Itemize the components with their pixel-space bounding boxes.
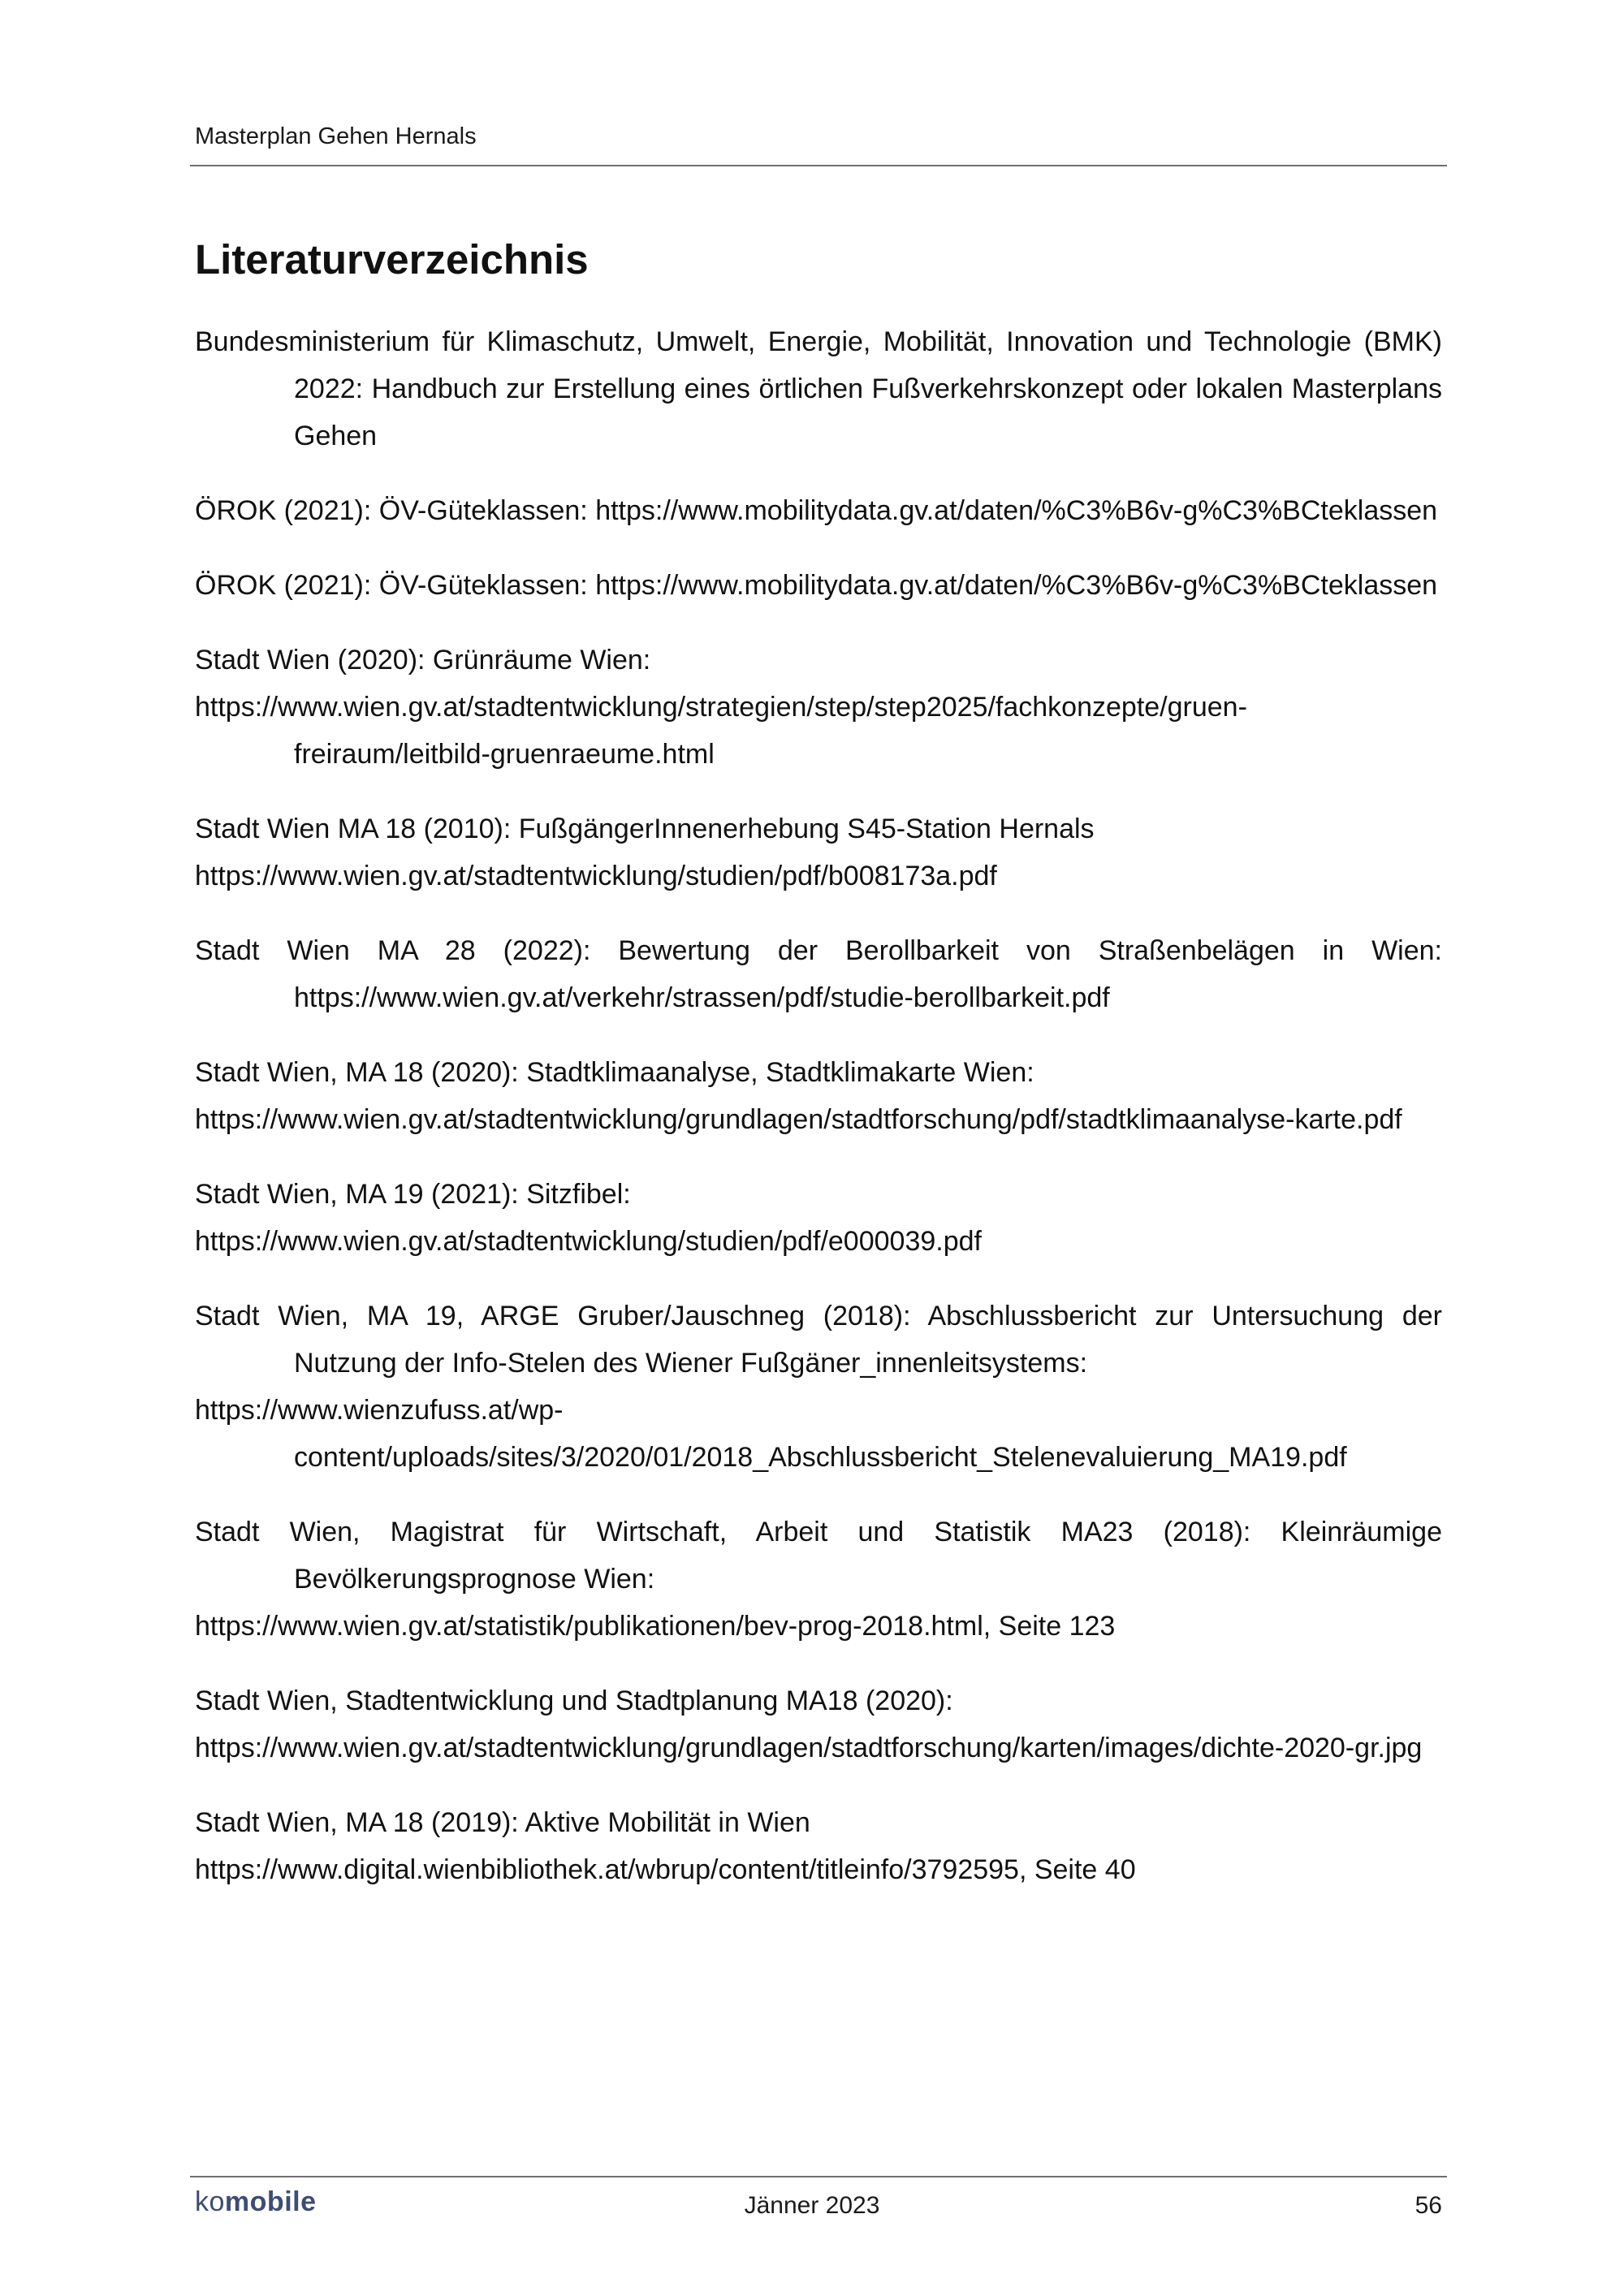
- reference-entry: [195, 487, 1442, 534]
- reference-url: https://www.wien.gv.at/stadtentwicklung/strategien/step/step2025/fachkonzepte/gruen-freiraum/leitbild-gruenraeume.html: [195, 692, 1247, 770]
- reference-entry: [195, 637, 1442, 778]
- reference-entry: [195, 562, 1442, 609]
- reference-entry: [195, 1293, 1442, 1481]
- reference-entry: [195, 805, 1442, 900]
- reference-list: [195, 318, 1442, 1921]
- reference-line: Stadt Wien (2020): Grünräume Wien:: [195, 645, 651, 675]
- reference-url: https://www.wien.gv.at/stadtentwicklung/grundlagen/stadtforschung/karten/images/dichte-2020-gr.jpg: [195, 1733, 1423, 1763]
- logo-suffix: mobile: [224, 2186, 317, 2217]
- reference-line: Bundesministerium für Klimaschutz, Umwelt, Energie, Mobilität, Innovation und Technologie (BMK) 2022: Handbuch zur Erstellung eines örtlichen Fußverkehrskonzept oder lokalen Masterplans Gehen: [195, 326, 1442, 451]
- reference-url: https://www.wien.gv.at/stadtentwicklung/studien/pdf/e000039.pdf: [195, 1226, 982, 1257]
- reference-line: Stadt Wien, MA 18 (2020): Stadtklimaanalyse, Stadtklimakarte Wien:: [195, 1057, 1034, 1088]
- footer-divider: [190, 2176, 1447, 2177]
- reference-entry: [195, 318, 1442, 460]
- reference-url: https://www.wien.gv.at/statistik/publikationen/bev-prog-2018.html, Seite 123: [195, 1611, 1116, 1642]
- reference-entry: [195, 1508, 1442, 1650]
- footer-date: Jänner 2023: [744, 2192, 880, 2219]
- page-title: Literaturverzeichnis: [195, 236, 589, 283]
- header-divider: [190, 165, 1447, 166]
- reference-entry: [195, 1677, 1442, 1772]
- reference-url: https://www.wien.gv.at/stadtentwicklung/studien/pdf/b008173a.pdf: [195, 861, 997, 891]
- reference-url: https://www.digital.wienbibliothek.at/wbrup/content/titleinfo/3792595, Seite 40: [195, 1854, 1136, 1885]
- reference-line: Stadt Wien, Magistrat für Wirtschaft, Arbeit und Statistik MA23 (2018): Kleinräumige Bevölkerungsprognose Wien:: [195, 1517, 1442, 1595]
- reference-entry: [195, 927, 1442, 1021]
- reference-line: ÖROK (2021): ÖV-Güteklassen: https://www.mobilitydata.gv.at/daten/%C3%B6v-g%C3%BCteklassen: [195, 495, 1438, 526]
- reference-line: Stadt Wien, Stadtentwicklung und Stadtplanung MA18 (2020):: [195, 1685, 953, 1716]
- reference-line: Stadt Wien, MA 19 (2021): Sitzfibel:: [195, 1179, 631, 1210]
- running-header: Masterplan Gehen Hernals: [195, 123, 477, 149]
- reference-url: https://www.wien.gv.at/stadtentwicklung/grundlagen/stadtforschung/pdf/stadtklimaanalyse-karte.pdf: [195, 1104, 1402, 1135]
- logo-prefix: ko: [195, 2186, 225, 2217]
- page-number: 56: [1415, 2192, 1442, 2219]
- reference-entry: [195, 1799, 1442, 1893]
- reference-line: Stadt Wien MA 18 (2010): FußgängerInnenerhebung S45-Station Hernals: [195, 814, 1095, 844]
- reference-url: https://www.wienzufuss.at/wp-content/uploads/sites/3/2020/01/2018_Abschlussbericht_Stelenevaluierung_MA19.pdf: [195, 1395, 1347, 1473]
- reference-line: Stadt Wien MA 28 (2022): Bewertung der Berollbarkeit von Straßenbelägen in Wien: https://www.wien.gv.at/verkehr/strassen/pdf/studie-berollbarkeit.pdf: [195, 935, 1442, 1013]
- reference-line: ÖROK (2021): ÖV-Güteklassen: https://www.mobilitydata.gv.at/daten/%C3%B6v-g%C3%BCteklassen: [195, 570, 1438, 601]
- reference-entry: [195, 1171, 1442, 1265]
- reference-entry: [195, 1049, 1442, 1143]
- reference-line: Stadt Wien, MA 19, ARGE Gruber/Jauschneg (2018): Abschlussbericht zur Untersuchung der Nutzung der Info-Stelen des Wiener Fußgäner_innenleitsystems:: [195, 1301, 1442, 1379]
- reference-line: Stadt Wien, MA 18 (2019): Aktive Mobilität in Wien: [195, 1807, 810, 1838]
